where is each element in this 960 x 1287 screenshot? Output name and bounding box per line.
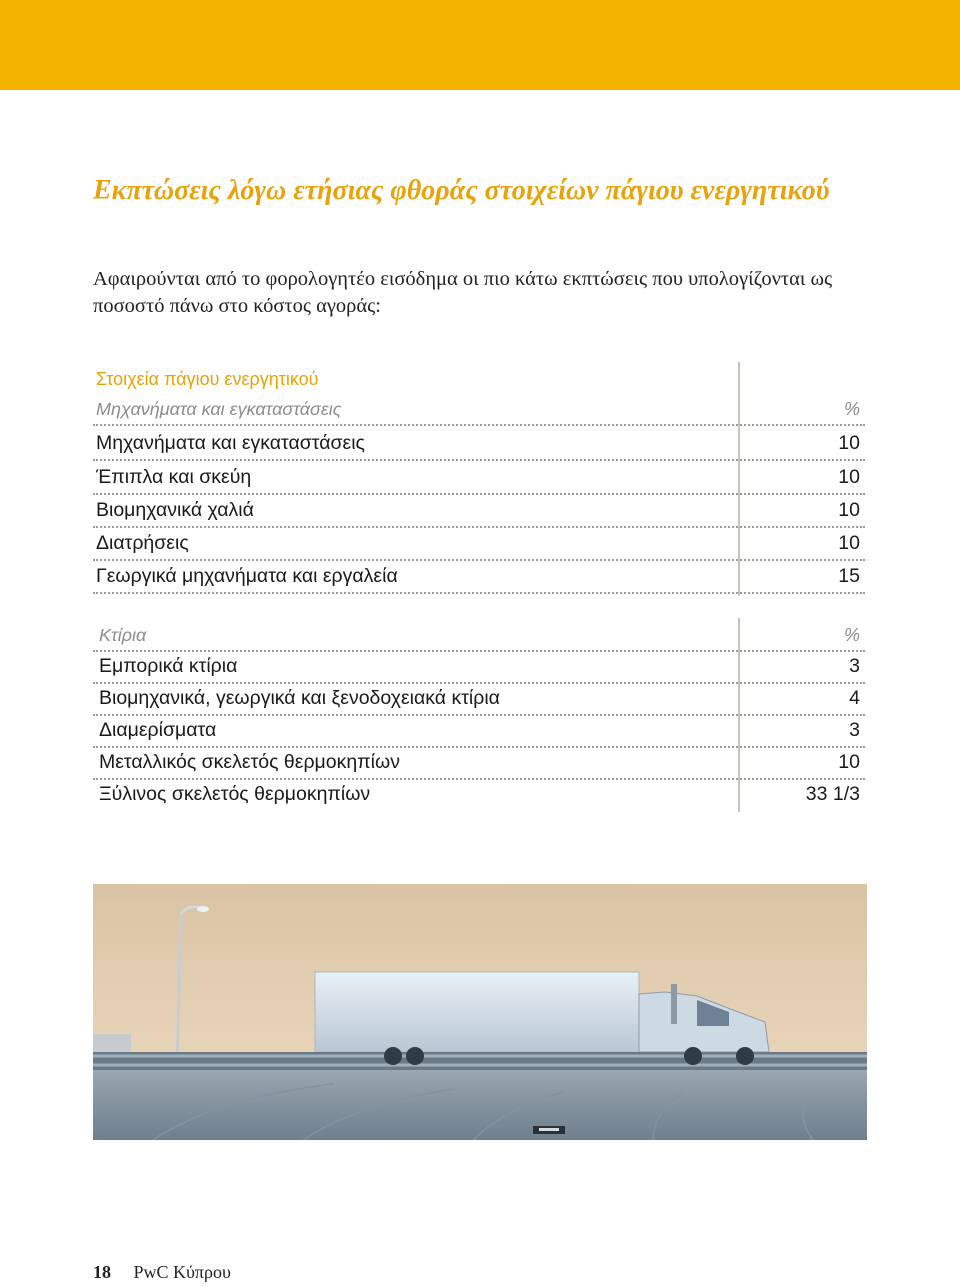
top-accent-bar: [0, 0, 960, 90]
fixed-assets-table: [93, 362, 865, 596]
truck-photo: [93, 884, 867, 1140]
header-label: Κτίρια: [99, 625, 147, 645]
row-value: 10: [838, 532, 860, 554]
page-footer: [93, 1262, 231, 1283]
header-percent: %: [843, 625, 860, 645]
table-row: [93, 780, 865, 810]
row-value: 15: [838, 565, 860, 587]
table-row: [93, 526, 865, 561]
buildings-table: [93, 618, 865, 812]
page-title: Εκπτώσεις λόγω ετήσιας φθοράς στοιχείων πάγιου ενεργητικού: [93, 175, 830, 206]
section-title: Στοιχεία πάγιου ενεργητικού: [96, 369, 319, 389]
intro-paragraph: Αφαιρούνται από το φορολογητέο εισόδημα οι πιο κάτω εκπτώσεις που υπολογίζονται ως ποσοστό πάνω στο κόστος αγοράς:: [93, 268, 833, 317]
row-value: 10: [838, 432, 860, 454]
table-row: [93, 716, 865, 748]
row-label: Διαμερίσματα: [99, 719, 217, 741]
publication-name: PwC Κύπρου: [133, 1262, 231, 1282]
table-row: [93, 460, 865, 495]
row-label: Γεωργικά μηχανήματα και εργαλεία: [96, 565, 398, 587]
row-value: 10: [838, 499, 860, 521]
table-header-row: [93, 618, 865, 652]
row-label: Διατρήσεις: [96, 532, 189, 554]
page-number: 18: [93, 1262, 111, 1282]
table-header-row: [93, 394, 865, 426]
table-row: [93, 748, 865, 780]
row-label: Εμπορικά κτίρια: [99, 655, 238, 677]
row-value: 3: [849, 655, 860, 677]
table-row: [93, 652, 865, 684]
row-value: 3: [849, 719, 860, 741]
table-row: [93, 493, 865, 528]
section-title-row: [93, 362, 865, 394]
row-label: Βιομηχανικά χαλιά: [96, 499, 254, 521]
table-row: [93, 684, 865, 716]
header-percent: %: [843, 399, 860, 419]
table-row: [93, 426, 865, 461]
row-value: 4: [849, 687, 860, 709]
row-label: Μηχανήματα και εγκαταστάσεις: [96, 432, 365, 454]
row-value: 33 1/3: [805, 783, 860, 805]
row-label: Μεταλλικός σκελετός θερμοκηπίων: [99, 751, 400, 773]
row-label: Βιομηχανικά, γεωργικά και ξενοδοχειακά κτίρια: [99, 687, 500, 709]
row-value: 10: [838, 466, 860, 488]
row-value: 10: [838, 751, 860, 773]
header-label: Μηχανήματα και εγκαταστάσεις: [96, 399, 342, 419]
row-label: Έπιπλα και σκεύη: [96, 466, 252, 488]
row-label: Ξύλινος σκελετός θερμοκηπίων: [99, 783, 371, 805]
table-row: [93, 559, 865, 594]
